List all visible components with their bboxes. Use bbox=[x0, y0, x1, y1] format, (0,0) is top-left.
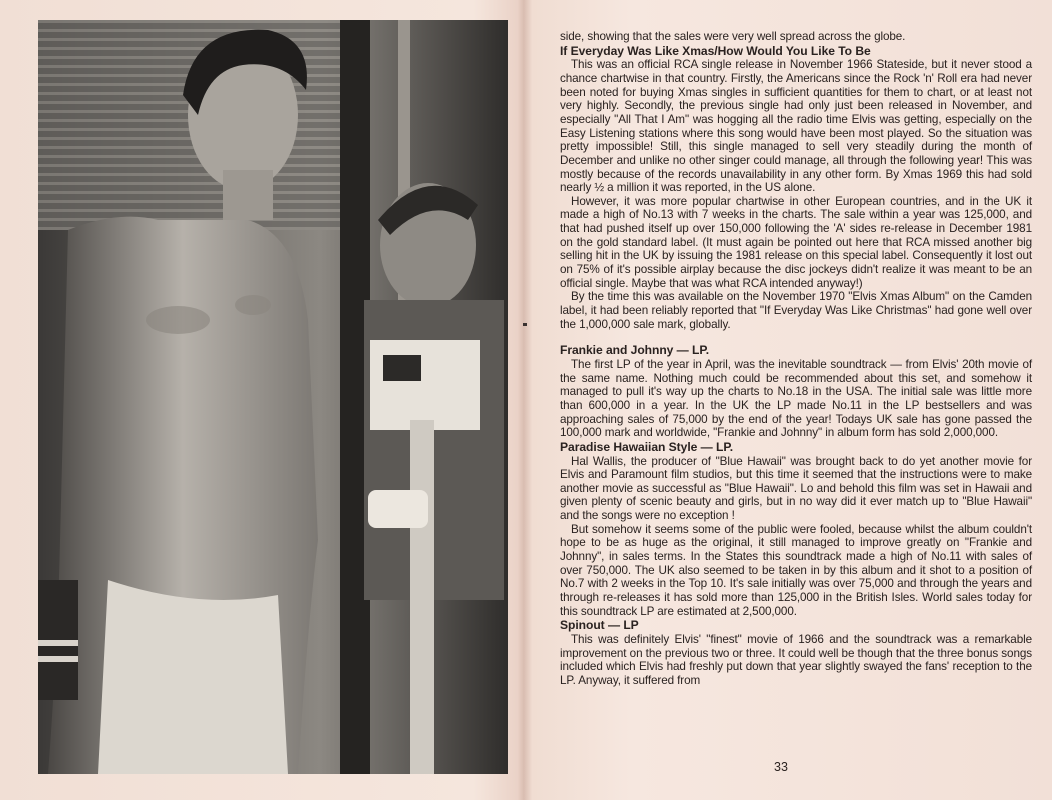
paragraph: This was an official RCA single release in November 1966 Stateside, but it never stood a chance chartwise in that country. Firstly, the Americans since the Rock 'n' Roll era had never been noted for buying Xmas singles in sufficient quantities for them to chart, or at least not very highly. Secondly, the previous single had only just been released in November, and especially "All That I Am" was hogging all the radio time Elvis was getting, especially on the Easy Listening stations where this song would have been most played. So the situation was pretty impossible! Still, this single managed to sell very steadily during the month of December and unlike no other singer could manage, all through the following year! This was mostly because of the records unavailability in any other form. By Xmas 1969 this had sold nearly ½ a million it was reported, in the US alone. bbox=[560, 58, 1032, 195]
opening-paragraph: side, showing that the sales were very well spread across the globe. bbox=[560, 30, 906, 43]
paragraph: Hal Wallis, the producer of "Blue Hawaii" was brought back to do yet another movie for Elvis and Paramount film studios, but this time it seemed that the instructions were to make another movie as successful as "Blue Hawaii". Lo and behold this film was set in Hawaii and given plenty of scenic beauty and girls, but in no way did it ever match up to "Blue Hawaii" and the songs were no exception ! bbox=[560, 454, 1032, 523]
right-page bbox=[522, 0, 1052, 800]
paragraph: By the time this was available on the November 1970 "Elvis Xmas Album" on the Camden label, it had been reliably reported that "If Everyday Was Like Christmas" had gone well over the 1,000,000 sale mark, globally. bbox=[560, 290, 1032, 331]
left-page bbox=[0, 0, 520, 800]
article-text bbox=[560, 30, 1032, 688]
paragraph: The first LP of the year in April, was the inevitable soundtrack — from Elvis' 20th movie of the same name. Nothing much could be recommended about this set, and somehow it managed to pull it's way up the charts to No.18 in the USA. The initial sale was little more than 600,000 in a year. In the UK the LP made No.11 in the LP bestsellers and was approaching sales of 75,000 by the end of the year! Todays UK sale has gone passed the 100,000 mark and worldwide, "Frankie and Johnny" in album form has sold 2,000,000. bbox=[560, 357, 1032, 440]
section-heading-frankie-and-johnny: Frankie and Johnny — LP. bbox=[560, 343, 710, 358]
paragraph: But somehow it seems some of the public were fooled, because whilst the album couldn't hope to be as huge as the original, it still managed to improve greatly on "Frankie and Johnny", in sales terms. In the States this soundtrack made a high of No.11 with sales of over 750,000. The UK also seemed to be taken in by this album and it shot to a position of No.7 with 2 weeks in the Top 10. It's sale initially was over 75,000 and through the years and through re-releases it has sold more than 125,000 in the British Isles. World sales today for this soundtrack LP are estimated at 2,500,000. bbox=[560, 522, 1032, 618]
section-heading-spinout: Spinout — LP bbox=[560, 618, 639, 633]
paragraph: However, it was more popular chartwise in other European countries, and in the UK it made a high of No.13 with 7 weeks in the charts. The sale within a year was 125,000, and that had pushed itself up over 150,000 following the 'A' sides re-release in December 1981 on the gold standard label. (It must again be pointed out here that RCA missed another big selling hit in the UK by issuing the 1981 release on this special label. Consequently it lost out on 75% of it's possible airplay because the disc jockeys didn't realize it was meant to be an official single. Maybe that was what RCA intended anyway!) bbox=[560, 194, 1032, 290]
paragraph: This was definitely Elvis' "finest" movie of 1966 and the soundtrack was a remarkable improvement on the previous two or three. It could well be though that the three bonus songs included which Elvis had freshly put down that year slightly swayed the fans' reception to the LP. Anyway, it suffered from bbox=[560, 632, 1032, 687]
photograph-image bbox=[38, 20, 508, 774]
photograph bbox=[38, 20, 508, 774]
section-gap bbox=[560, 331, 1032, 343]
section-heading-xmas-single: If Everyday Was Like Xmas/How Would You Like To Be bbox=[560, 43, 871, 58]
section-heading-paradise-hawaiian-style: Paradise Hawaiian Style — LP. bbox=[560, 439, 734, 454]
page-number: 33 bbox=[774, 760, 788, 774]
